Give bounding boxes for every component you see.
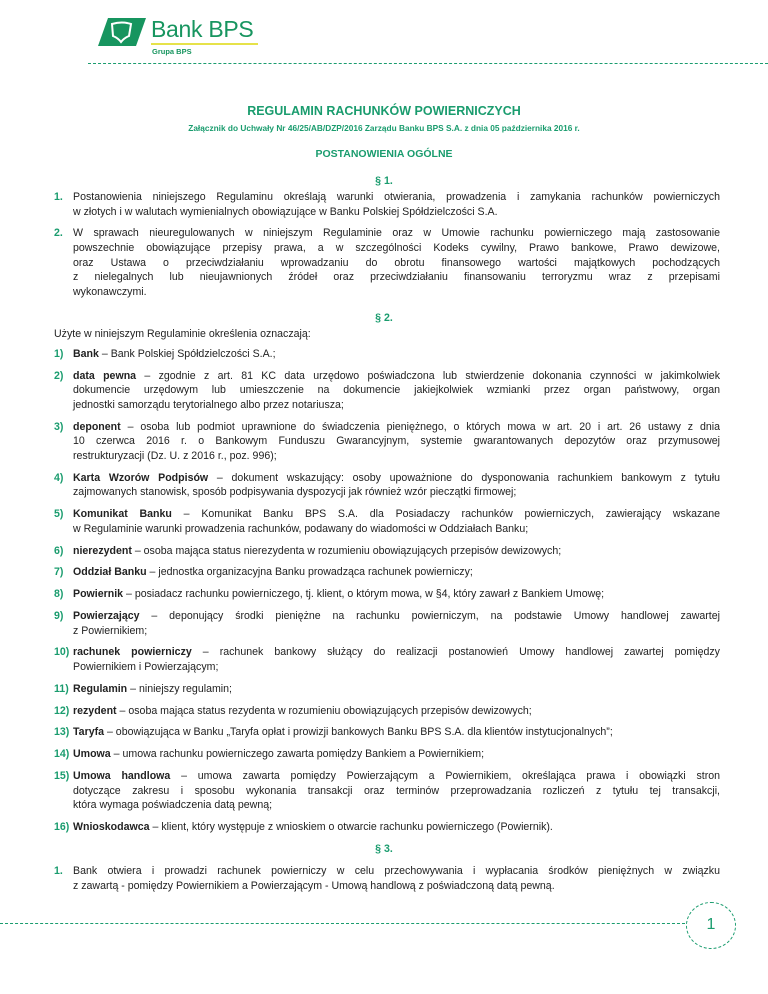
line-text: – zgodnie z art. 81 KC data urzędowo poświadczona lub stwierdzenie dokonania czynności w jakimkolwiek xyxy=(144,369,720,382)
line-text: – posiadacz rachunku powierniczego, tj. klient, o którym mowa, w §4, który zawarł z Bankiem Umowę; xyxy=(126,588,605,601)
text-line xyxy=(73,784,720,799)
defined-term: Powiernik xyxy=(73,588,124,601)
text-line xyxy=(73,507,720,522)
line-text: w Regulaminie warunki prowadzenia rachunków, podawany do wiadomości w Oddziałach Banku; xyxy=(73,522,529,535)
text-line xyxy=(73,383,720,398)
line-text: która wymaga poświadczenia datą pewną; xyxy=(73,799,273,812)
line-text: z zawartą - pomiędzy Powiernikiem a Powierzającym - Umową handlową z poświadczoną datą pewną. xyxy=(73,879,555,892)
line-text: Bank otwiera i prowadzi rachunek powierniczy w celu przechowywania i wypłacania środków pieniężnych w związku xyxy=(73,865,720,877)
item-number: 13) xyxy=(54,726,70,739)
line-text: zajmowanych stanowisk, sposób podpisywania dyspozycji jak również wzór pieczątki firmowej; xyxy=(73,486,517,499)
item-number: 11) xyxy=(54,682,69,695)
item-number: 12) xyxy=(54,704,70,717)
item-number: 3) xyxy=(54,420,64,433)
line-text: – deponujący środki pieniężne na rachunku powierniczym, na podstawie Umowy handlowej zawartej xyxy=(151,610,720,622)
definitions-intro: Użyte w niniejszym Regulaminie określenia oznaczają: xyxy=(54,328,311,340)
logo-underline xyxy=(151,43,258,45)
document-title: REGULAMIN RACHUNKÓW POWIERNICZYCH xyxy=(247,104,521,118)
footer-divider xyxy=(0,923,685,924)
text-line xyxy=(73,241,720,256)
text-line xyxy=(73,864,720,879)
defined-term: rachunek powierniczy xyxy=(73,646,192,659)
text-line xyxy=(73,609,720,624)
text-line xyxy=(73,660,720,675)
item-number: 10) xyxy=(54,646,70,659)
text-line xyxy=(73,725,720,740)
text-line xyxy=(73,285,720,300)
line-text: – klient, który występuje z wnioskiem o otwarcie rachunku powierniczego (Powiernik). xyxy=(152,821,553,833)
item-number: 6) xyxy=(54,544,64,557)
logo-name: Bank BPS xyxy=(151,16,254,42)
defined-term: rezydent xyxy=(73,704,117,717)
item-number: 2. xyxy=(54,227,63,240)
text-line xyxy=(73,879,720,894)
text-line xyxy=(73,704,720,719)
text-line xyxy=(73,544,720,559)
item-number: 9) xyxy=(54,610,64,622)
defined-term: Oddział Banku xyxy=(73,566,147,579)
defined-term: Wnioskodawca xyxy=(73,821,150,833)
header-divider xyxy=(88,63,768,64)
line-text: powszechnie obowiązujące przepisy prawa, a w szczególności Kodeks cywilny, Prawo bankowe, Prawo dewizowe, xyxy=(73,241,720,254)
item-number: 1. xyxy=(54,191,63,203)
line-text: – osoba mająca status rezydenta w rozumieniu obowiązujących przepisów dewizowych; xyxy=(119,704,532,717)
defined-term: Powierzający xyxy=(73,610,140,622)
line-text: – dokument wskazujący: osoby upoważnione do dysponowania rachunkiem bankowym z tytułu xyxy=(216,471,720,484)
defined-term: Taryfa xyxy=(73,726,105,739)
defined-term: Regulamin xyxy=(73,682,128,695)
line-text: – Komunikat Banku BPS S.A. dla Posiadaczy rachunków powierniczych, zawierający wskazane xyxy=(183,508,720,521)
defined-term: Karta Wzorów Podpisów xyxy=(73,471,209,484)
item-number: 16) xyxy=(54,821,70,833)
logo-subtitle: Grupa BPS xyxy=(152,47,192,56)
line-text: W sprawach nieuregulowanych w niniejszym Regulaminie oraz w Umowie rachunku powierniczego mają zastosowanie xyxy=(73,227,720,240)
section-number: § 3. xyxy=(375,843,393,855)
text-line xyxy=(73,565,720,580)
line-text: – Bank Polskiej Spółdzielczości S.A.; xyxy=(101,348,276,360)
text-line xyxy=(73,485,720,500)
item-number: 7) xyxy=(54,566,64,579)
item-number: 8) xyxy=(54,588,64,601)
line-text: Powiernikiem i Powierzającym; xyxy=(73,660,219,673)
defined-term: data pewna xyxy=(73,369,137,382)
line-text: w złotych i w walutach wymienialnych obowiązujące w Banku Polskiej Spółdzielczości S.A. xyxy=(73,205,498,218)
defined-term: Komunikat Banku xyxy=(73,508,172,521)
defined-term: Umowa handlowa xyxy=(73,770,171,782)
line-text: – umowa rachunku powierniczego zawarta pomiędzy Bankiem a Powiernikiem; xyxy=(113,748,485,761)
line-text: – osoba mająca status nierezydenta w rozumieniu obowiązujących przepisów dewizowych; xyxy=(134,544,562,557)
text-line xyxy=(73,226,720,241)
text-line xyxy=(73,449,720,464)
text-line xyxy=(73,624,720,639)
text-line xyxy=(73,471,720,486)
section-number: § 2. xyxy=(375,312,393,324)
line-text: wykonawczymi. xyxy=(73,285,147,298)
line-text: z Powiernikiem; xyxy=(73,624,148,637)
bank-logo-icon xyxy=(98,18,146,46)
document-subtitle: Załącznik do Uchwały Nr 46/25/AB/DZP/2016 Zarządu Banku BPS S.A. z dnia 05 października 2016 r. xyxy=(188,123,580,133)
line-text: – jednostka organizacyjna Banku prowadząca rachunek powierniczy; xyxy=(149,566,473,579)
line-text: dotyczące zakresu i sposobu wykonania transakcji oraz terminów przeprowadzania rozliczeń z tytułu tej transakcji, xyxy=(73,784,720,797)
text-line xyxy=(73,798,720,813)
item-number: 15) xyxy=(54,770,70,782)
section-number: § 1. xyxy=(375,175,393,187)
item-number: 1) xyxy=(54,348,64,360)
line-text: – niniejszy regulamin; xyxy=(130,682,232,695)
page-number: 1 xyxy=(686,902,736,949)
text-line xyxy=(73,347,720,362)
line-text: dokumencie urzędowym lub umieszczenie na dokumencie jakiejkolwiek wzmianki przez organ państwowy, organ xyxy=(73,384,720,397)
item-number: 1. xyxy=(54,865,63,877)
line-text: 10 czerwca 2016 r. o Bankowym Funduszu Gwarancyjnym, systemie gwarantowanych depozytów oraz przymusowej xyxy=(73,435,720,448)
item-number: 14) xyxy=(54,748,70,761)
text-line xyxy=(73,645,720,660)
text-line xyxy=(73,270,720,285)
text-line xyxy=(73,256,720,271)
item-number: 2) xyxy=(54,369,64,382)
text-line xyxy=(73,587,720,602)
line-text: restrukturyzacji (Dz. U. z 2016 r., poz. 996); xyxy=(73,449,277,462)
line-text: jednostki samorządu terytorialnego albo przez notariusza; xyxy=(73,398,344,411)
item-number: 5) xyxy=(54,508,64,521)
text-line xyxy=(73,398,720,413)
line-text: oraz Ustawa o przeciwdziałaniu wprowadzaniu do obrotu finansowego wartości majątkowych pochodzących xyxy=(73,256,720,269)
line-text: Postanowienia niniejszego Regulaminu określają warunki otwierania, prowadzenia i zamykania rachunków powierniczych xyxy=(73,191,720,203)
line-text: – obowiązująca w Banku „Taryfa opłat i prowizji bankowych Banku BPS S.A. dla klientów instytucjonalnych”; xyxy=(106,726,613,739)
text-line xyxy=(73,420,720,435)
text-line xyxy=(73,682,720,697)
text-line xyxy=(73,190,720,205)
text-line xyxy=(73,747,720,762)
line-text: z nielegalnych lub nieujawnionych źródeł oraz przeciwdziałaniu finansowaniu terroryzmu wraz z przepisami xyxy=(73,271,720,284)
text-line xyxy=(73,369,720,384)
defined-term: deponent xyxy=(73,420,121,433)
defined-term: Umowa xyxy=(73,748,111,761)
line-text: – umowa zawarta pomiędzy Powierzającym a Powiernikiem, określająca prawa i obowiązki stron xyxy=(181,770,720,782)
item-number: 4) xyxy=(54,471,64,484)
text-line xyxy=(73,434,720,449)
text-line xyxy=(73,205,720,220)
defined-term: Bank xyxy=(73,348,99,360)
text-line xyxy=(73,820,720,835)
text-line xyxy=(73,522,720,537)
text-line xyxy=(73,769,720,784)
defined-term: nierezydent xyxy=(73,544,132,557)
line-text: – osoba lub podmiot uprawnione do świadczenia pieniężnego, o których mowa w art. 20 i art. 26 ustawy z dnia xyxy=(127,420,720,433)
line-text: – rachunek bankowy służący do realizacji postanowień Umowy handlowej zawartej pomiędzy xyxy=(202,646,720,659)
section-heading: POSTANOWIENIA OGÓLNE xyxy=(315,148,453,160)
